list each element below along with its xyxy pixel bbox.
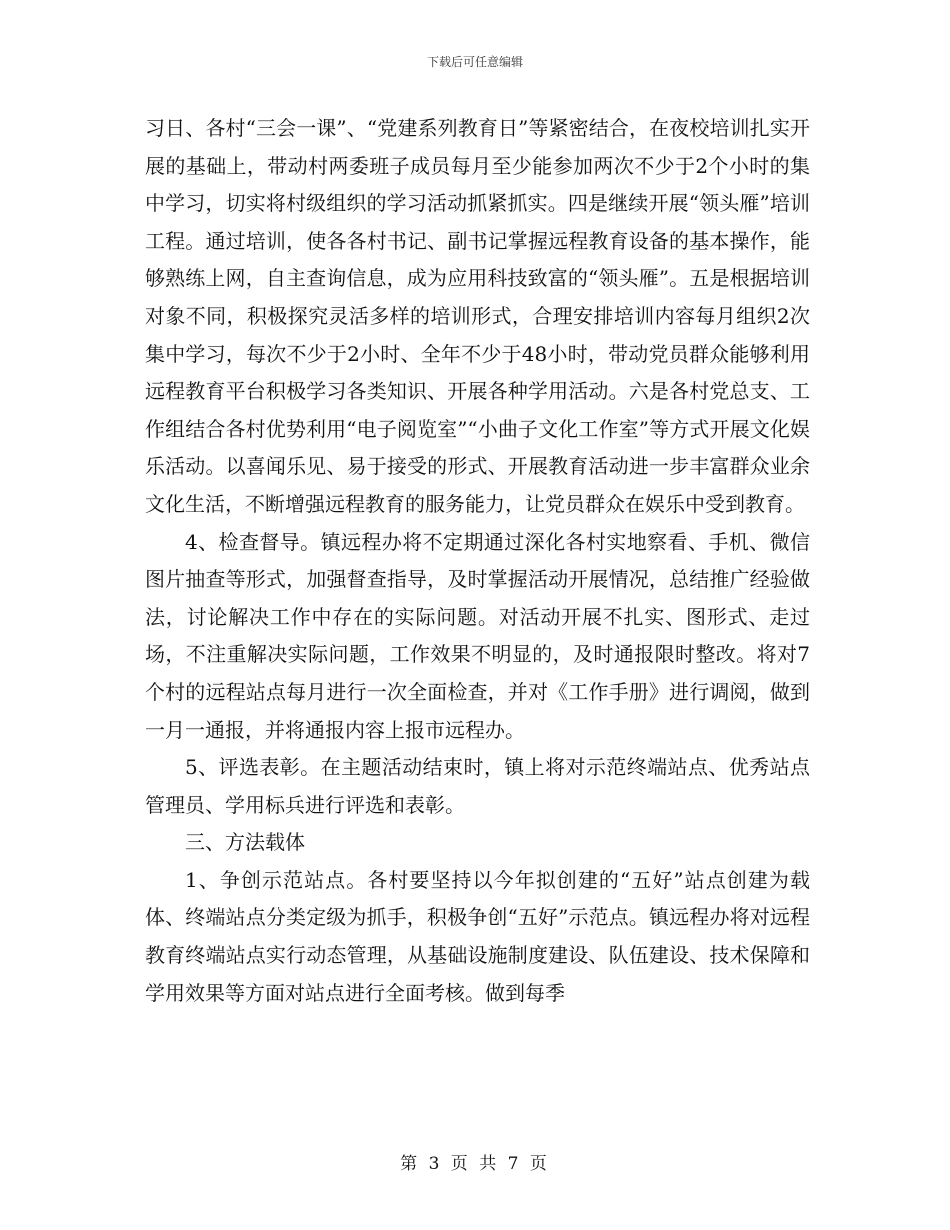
paragraph-continuation: 习日、各村“三会一课”、“党建系列教育日”等紧密结合，在夜校培训扎实开展的基础上，带动村两委班子成员每月至少能参加两次不少于2个小时的集中学习，切实将村级组织的学习活动抓紧抓实。四是继续开展“领头雁”培训工程。通过培训，使各各村书记、副书记掌握远程教育设备的基本操作，能够熟练上网，自主查询信息，成为应用科技致富的“领头雁”。五是根据培训对象不同，积极探究灵活多样的培训形式，合理安排培训内容每月组织2次集中学习，每次不少于2小时、全年不少于48小时，带动党员群众能够利用远程教育平台积极学习各类知识、开展各种学用活动。六是各村党总支、工作组结合各村优势利用“电子阅览室”“小曲子文化工作室”等方式开展文化娱乐活动。以喜闻乐见、易于接受的形式、开展教育活动进一步丰富群众业余文化生活，不断增强远程教育的服务能力，让党员群众在娱乐中受到教育。 bbox=[145, 116, 810, 516]
paragraph-selection-commendation: 5、评选表彰。在主题活动结束时，镇上将对示范终端站点、优秀站点管理员、学用标兵进行评选和表彰。 bbox=[145, 755, 810, 817]
page-number-footer: 第 3 页 共 7 页 bbox=[400, 1154, 550, 1174]
paragraph-model-sites: 1、争创示范站点。各村要坚持以今年拟创建的“五好”站点创建为载体、终端站点分类定级为抓手，积极争创“五好”示范点。镇远程办将对远程教育终端站点实行动态管理，从基础设施制度建设、队伍建设、技术保障和学用效果等方面对站点进行全面考核。做到每季 bbox=[145, 867, 810, 1005]
document-body bbox=[145, 110, 810, 1012]
section-heading-methods: 三、方法载体 bbox=[185, 830, 305, 855]
paragraph-inspection-supervision: 4、检查督导。镇远程办将不定期通过深化各村实地察看、手机、微信图片抽查等形式，加强督查指导，及时掌握活动开展情况，总结推广经验做法，讨论解决工作中存在的实际问题。对活动开展不扎实、图形式、走过场，不注重解决实际问题，工作效果不明显的，及时通报限时整改。将对7个村的远程站点每月进行一次全面检查，并对《工作手册》进行调阅，做到一月一通报，并将通报内容上报市远程办。 bbox=[145, 529, 810, 742]
page-header: 下载后可任意编辑 bbox=[426, 55, 523, 69]
